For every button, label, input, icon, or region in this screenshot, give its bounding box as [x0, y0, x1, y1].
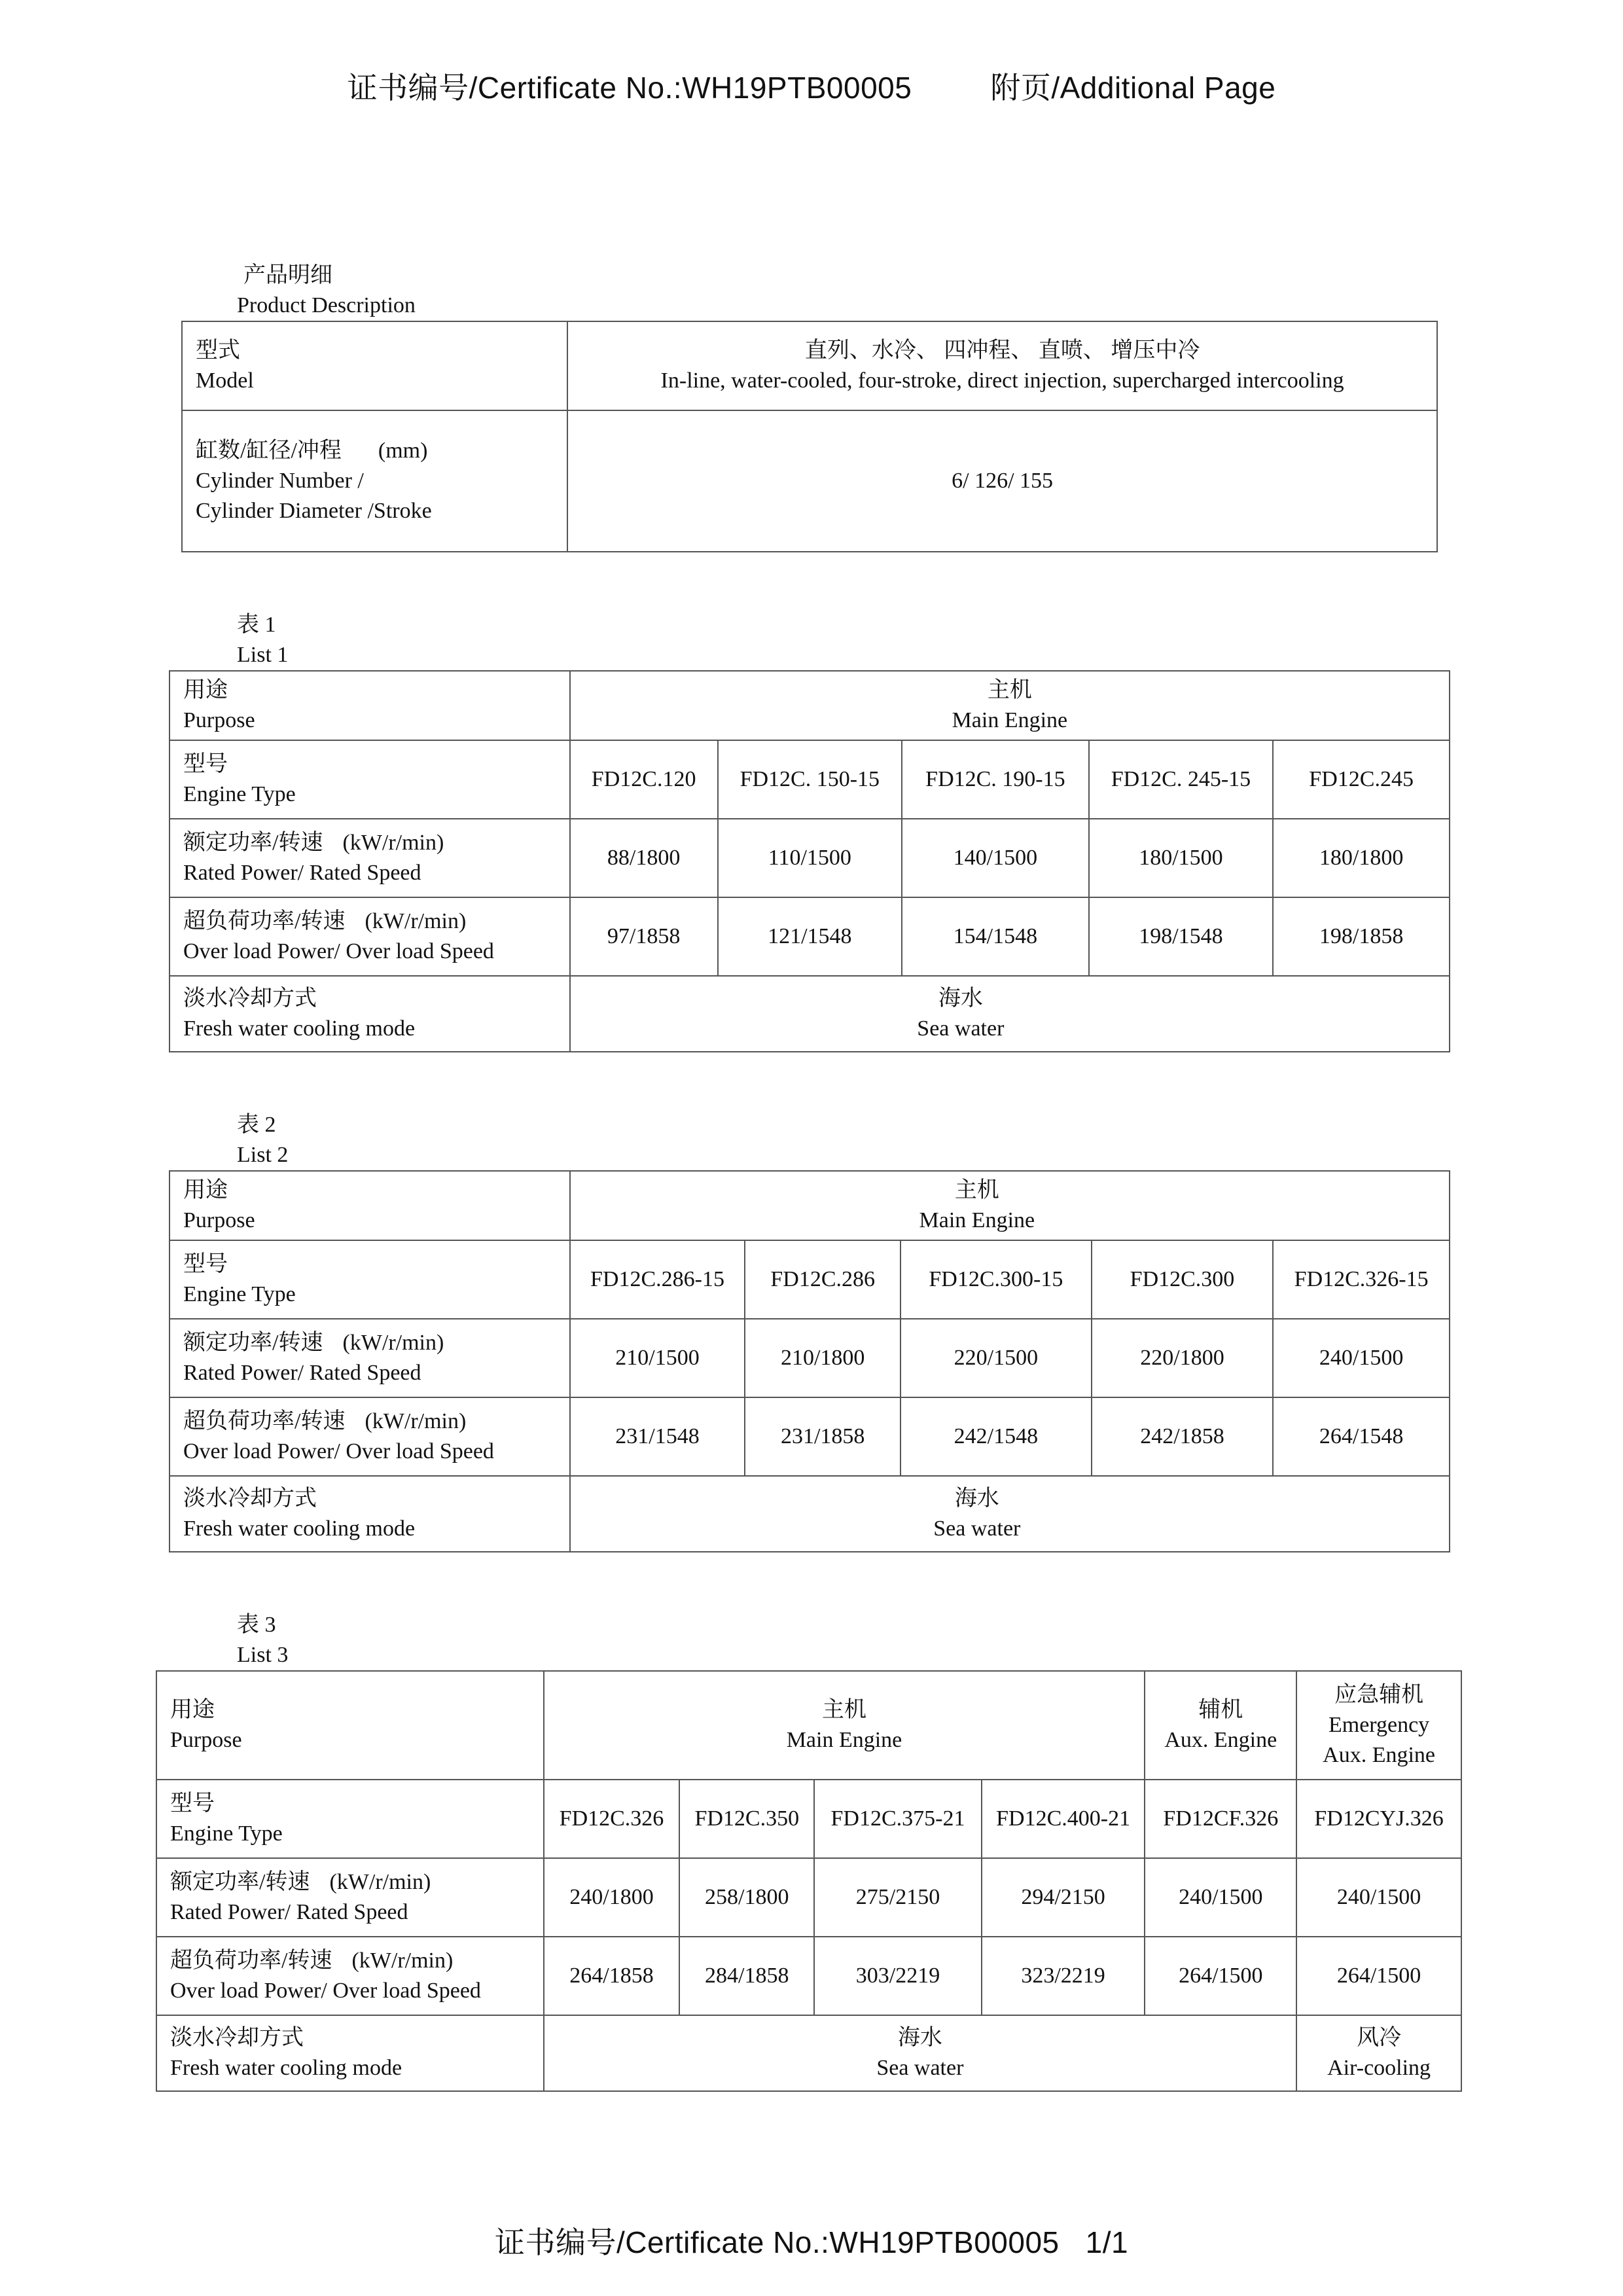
list3-emergency-aux-engine: 应急辅机 Emergency Aux. Engine	[1296, 1671, 1461, 1780]
list3-rated-row: 额定功率/转速 (kW/r/min) Rated Power/ Rated Speed 240/1800 258/1800 275/2150 294/2150 240/1500 240/1500	[156, 1858, 1461, 1937]
table-cell: FD12C.286	[745, 1240, 901, 1319]
list1-type-row: 型号 Engine Type FD12C.120 FD12C. 150-15 FD12C. 190-15 FD12C. 245-15 FD12C.245	[169, 740, 1450, 819]
list1-cooling-row: 淡水冷却方式 Fresh water cooling mode 海水 Sea water	[169, 976, 1450, 1052]
list2-rated-row: 额定功率/转速 (kW/r/min) Rated Power/ Rated Speed 210/1500 210/1800 220/1500 220/1800 240/1500	[169, 1319, 1450, 1397]
table-cell: FD12C.300	[1092, 1240, 1274, 1319]
list2-cooling-row: 淡水冷却方式 Fresh water cooling mode 海水 Sea water	[169, 1476, 1450, 1552]
list2-caption: 表 2 List 2	[237, 1113, 289, 1167]
table-cell: 303/2219	[814, 1937, 982, 2015]
table-cell: FD12C.400-21	[982, 1780, 1145, 1858]
page-number: 1/1	[1085, 2225, 1129, 2259]
list1-table	[169, 670, 1450, 1052]
table-cell: FD12C.120	[570, 740, 718, 819]
list3-cooling-row: 淡水冷却方式 Fresh water cooling mode 海水 Sea water 风冷 Air-cooling	[156, 2015, 1461, 2091]
cylinder-label: 缸数/缸径/冲程 (mm) Cylinder Number / Cylinder Diameter /Stroke	[182, 410, 567, 552]
table-cell: 121/1548	[718, 897, 902, 976]
list3-aux-engine: 辅机 Aux. Engine	[1145, 1671, 1296, 1780]
list3-main-engine: 主机 Main Engine	[544, 1671, 1145, 1780]
table-cell: FD12C.326	[544, 1780, 680, 1858]
model-row	[182, 321, 1437, 410]
list2-cooling-value: 海水 Sea water	[570, 1476, 1450, 1552]
cylinder-value: 6/ 126/ 155	[567, 410, 1437, 552]
table-cell: 110/1500	[718, 819, 902, 897]
list3-type-row: 型号 Engine Type FD12C.326 FD12C.350 FD12C.375-21 FD12C.400-21 FD12CF.326 FD12CYJ.326	[156, 1780, 1461, 1858]
table-cell: 258/1800	[679, 1858, 814, 1937]
table-cell: 264/1548	[1273, 1397, 1450, 1476]
table-cell: FD12C. 190-15	[902, 740, 1089, 819]
model-value: 直列、水冷、 四冲程、 直喷、 增压中冷 In-line, water-cooled, four-stroke, direct injection, supercharged intercooling	[567, 321, 1437, 410]
list3-purpose-row: 用途 Purpose 主机 Main Engine 辅机 Aux. Engine 应急辅机 Emergency Aux. Engine	[156, 1671, 1461, 1780]
cylinder-row	[182, 410, 1437, 552]
table-cell: 240/1500	[1273, 1319, 1450, 1397]
list3-cooling-value: 海水 Sea water	[544, 2015, 1297, 2091]
footer-certificate-number: 证书编号/Certificate No.:WH19PTB00005	[494, 2225, 1060, 2259]
table-cell: 220/1800	[1092, 1319, 1274, 1397]
table-cell: 210/1800	[745, 1319, 901, 1397]
table-cell: 180/1500	[1089, 819, 1274, 897]
list1-caption: 表 1 List 1	[237, 613, 289, 667]
table-cell: 294/2150	[982, 1858, 1145, 1937]
list1-purpose-value: 主机 Main Engine	[570, 671, 1450, 740]
list1-purpose-row: 用途 Purpose 主机 Main Engine	[169, 671, 1450, 740]
table-cell: FD12C. 245-15	[1089, 740, 1274, 819]
table-cell: 88/1800	[570, 819, 718, 897]
table-cell: 240/1500	[1296, 1858, 1461, 1937]
table-cell: FD12C.326-15	[1273, 1240, 1450, 1319]
list3-table	[156, 1670, 1462, 2092]
table-cell: 180/1800	[1273, 819, 1450, 897]
list2-purpose-row: 用途 Purpose 主机 Main Engine	[169, 1171, 1450, 1240]
product-description-table	[181, 321, 1438, 552]
table-cell: 220/1500	[901, 1319, 1092, 1397]
list2-overload-row: 超负荷功率/转速 (kW/r/min) Over load Power/ Over load Speed 231/1548 231/1858 242/1548 242/1858 264/1548	[169, 1397, 1450, 1476]
additional-page-label: 附页/Additional Page	[990, 71, 1276, 105]
list2-type-row: 型号 Engine Type FD12C.286-15 FD12C.286 FD12C.300-15 FD12C.300 FD12C.326-15	[169, 1240, 1450, 1319]
table-cell: FD12C.300-15	[901, 1240, 1092, 1319]
table-cell: FD12C.245	[1273, 740, 1450, 819]
table-cell: 210/1500	[570, 1319, 745, 1397]
table-cell: 264/1500	[1296, 1937, 1461, 2015]
table-cell: FD12C. 150-15	[718, 740, 902, 819]
table-cell: 264/1500	[1145, 1937, 1296, 2015]
table-cell: FD12CF.326	[1145, 1780, 1296, 1858]
list1-cooling-value: 海水 Sea water	[570, 976, 1450, 1052]
table-cell: 240/1800	[544, 1858, 680, 1937]
list2-table	[169, 1170, 1450, 1552]
table-cell: FD12C.286-15	[570, 1240, 745, 1319]
table-cell: 198/1858	[1273, 897, 1450, 976]
list2-purpose-value: 主机 Main Engine	[570, 1171, 1450, 1240]
model-label: 型式 Model	[182, 321, 567, 410]
table-cell: 154/1548	[902, 897, 1089, 976]
table-cell: 231/1858	[745, 1397, 901, 1476]
table-cell: 242/1858	[1092, 1397, 1274, 1476]
list1-overload-row: 超负荷功率/转速 (kW/r/min) Over load Power/ Over load Speed 97/1858 121/1548 154/1548 198/1548 198/1858	[169, 897, 1450, 976]
certificate-number: 证书编号/Certificate No.:WH19PTB00005	[347, 71, 912, 105]
table-cell: 242/1548	[901, 1397, 1092, 1476]
table-cell: 275/2150	[814, 1858, 982, 1937]
page-footer	[0, 2219, 1623, 2262]
table-cell: 97/1858	[570, 897, 718, 976]
table-cell: 240/1500	[1145, 1858, 1296, 1937]
table-cell: 140/1500	[902, 819, 1089, 897]
table-cell: 284/1858	[679, 1937, 814, 2015]
table-cell: FD12C.350	[679, 1780, 814, 1858]
table-cell: FD12CYJ.326	[1296, 1780, 1461, 1858]
table-cell: 231/1548	[570, 1397, 745, 1476]
page-header	[0, 64, 1623, 107]
table-cell: FD12C.375-21	[814, 1780, 982, 1858]
list3-caption: 表 3 List 3	[237, 1613, 289, 1667]
product-description-caption: 产品明细 Product Description	[237, 263, 416, 317]
table-cell: 264/1858	[544, 1937, 680, 2015]
table-cell: 323/2219	[982, 1937, 1145, 2015]
list1-rated-row: 额定功率/转速 (kW/r/min) Rated Power/ Rated Speed 88/1800 110/1500 140/1500 180/1500 180/1800	[169, 819, 1450, 897]
list3-overload-row: 超负荷功率/转速 (kW/r/min) Over load Power/ Over load Speed 264/1858 284/1858 303/2219 323/2219 264/1500 264/1500	[156, 1937, 1461, 2015]
list3-air-cooling-value: 风冷 Air-cooling	[1296, 2015, 1461, 2091]
table-cell: 198/1548	[1089, 897, 1274, 976]
